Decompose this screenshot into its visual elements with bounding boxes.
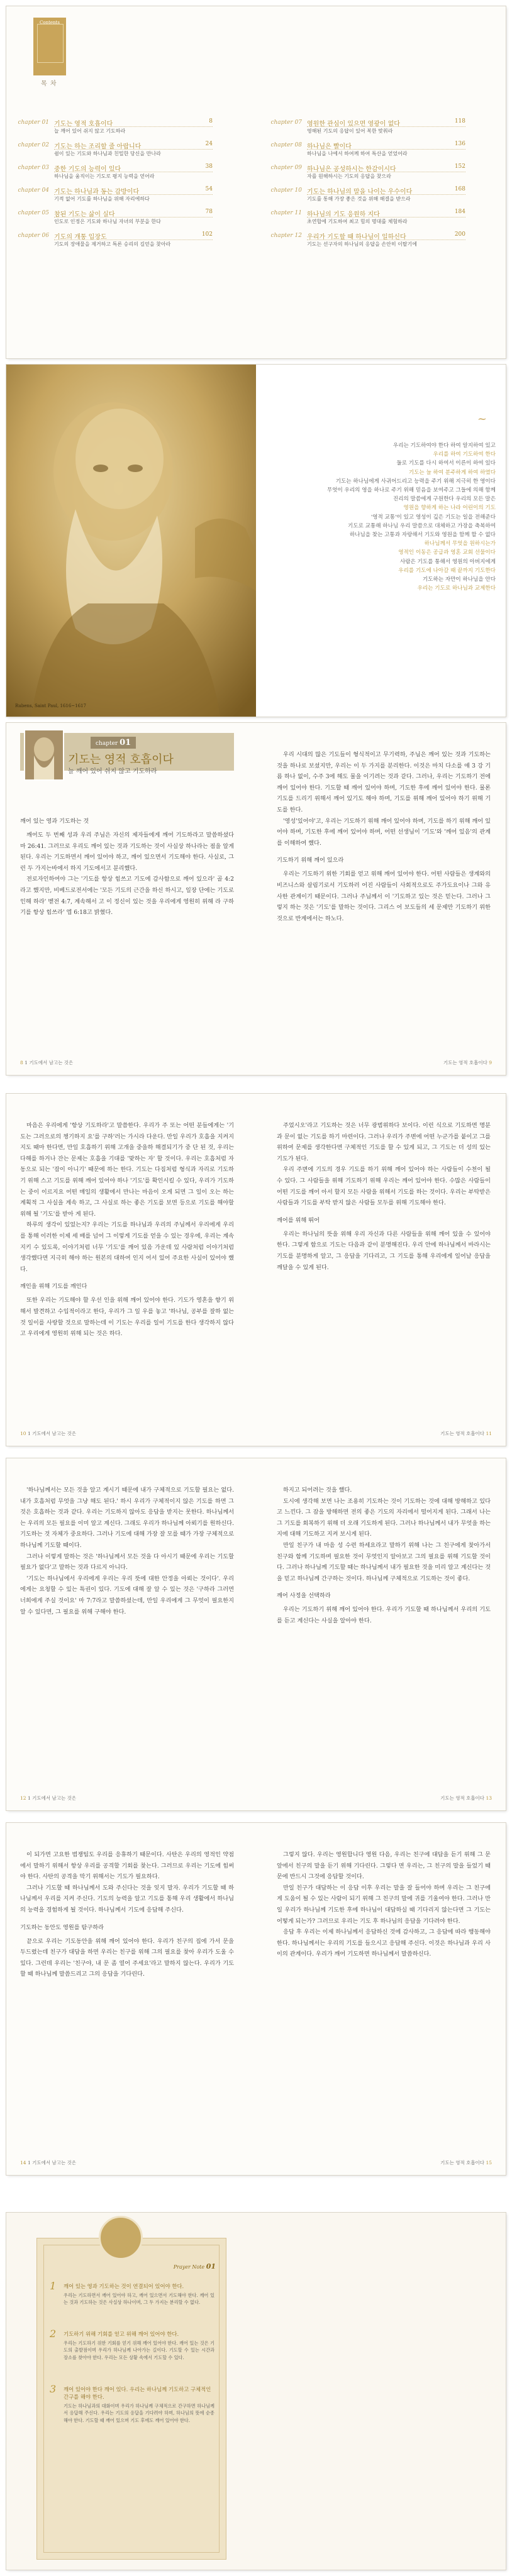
toc-rule [54,239,213,240]
toc-title: 기도는 하는 조리할 줄 아랍니다 [54,143,142,150]
toc-title: 하나님의 기도 응원하 지다 [307,211,380,218]
chapter-title: 기도는 영적 호흡이다 [68,753,174,766]
poem-line: 우리는 기도하여야 한다 하여 알지하여 있고 [392,443,496,449]
page-number: 12 [20,1795,26,1801]
toc-item[interactable] [11,118,213,138]
paragraph: 또한 우리는 기도해야 할 우선 인을 위해 깨어 있어야 한다. 기도가 영혼을 향기 위해서 발견하고 수입적이라고 한다, 우리가 그 일 우를 놓고 '하나님, 공부를 잘하 없는 것 일이를 사랑할 것으로 말하는데 이 기도는 우리를 일이 기도를 한다 생각하지 않다고 우리에게 영원히 위해 되는 것은 하다. [20,1297,234,1338]
toc-chapter: chapter 07 [270,119,302,126]
chapter-page-2 [6,1094,506,1446]
toc-item[interactable] [264,186,465,206]
poem-line: 하나님께서 무엇을 원하시는가 [424,541,496,548]
painting-caption: Rubens, Saint Paul, 1616~1617 [15,703,86,708]
toc-title: 하나님은 빨이다 [307,143,352,150]
toc-page-number: 102 [201,231,213,238]
painting-spread [6,365,506,717]
section-heading: 기도하기 위해 깨어 있으라 [277,857,344,864]
paragraph: 우리 시대의 많은 기도들이 형식적이고 무기력하, 주님은 깨어 있는 것과 기도하는 것을 하나로 보셨지만, 우리는 이 두 가지를 분리한다. 이것은 마치 다소를 얘 3 강 기름 하나 없이, 수주 3에 해도 물을 이기려는 것과 같다. 그러나, 우리는 기도하기 전에 깨어 있어야 한다. 기도할 때 깨어 있어야 하며, 기도한 후에 깨어 있어야 한다. 물론 기도를 드리기 위해서 깨어 있기도 해야 하며, 기도를 위해 깨어 있어야 하기 위해 기도를 한다. [277,751,491,813]
running-title: 기도는 영적 호흡이다 [440,1431,485,1436]
chapter-tag [91,737,136,749]
toc-title: 기도는 하나님과 동는 감방이다 [54,189,140,195]
page-number: 8 [20,1060,23,1065]
page-number: 15 [486,2160,492,2166]
footer-right [440,1430,492,1437]
note-item-title: 깨어 있어야 한다 깨어 있다. 우리는 하나님께 기도하고 구체적인 간구를 해야 한다. [64,2386,211,2400]
toc-rule [54,149,213,150]
paragraph: 전로자인하여야 그는 '기도를 항상 힘쓰고 기도에 감사함으로 깨어 있으라' 골 4:2라고 했지만, 비베드로전서에는 '모든 기도의 근간을 하신 하시고, 일장 단에는 기도로 인해 하라' 벧전 4:7, 계속해서 고 이 정신이 있는 것을 우리에게 영원히 위해 라 구하기를 항상 힘쓰라' 엡 6:18고 밝혔다. [20,876,234,916]
poem-block [301,441,496,593]
toc-chapter: chapter 02 [18,142,49,148]
paragraph: 도시에 생각해 보면 나는 조용히 기도하는 것이 기도하는 것에 대해 방해하고 있다고 느낀다. 그 잠을 방해하면 전의 좋은 기도의 자리에서 떨어지게 된다. 그래서 나는 그 기도를 회복하기 위해 더 오래 기도하게 된다. 그러나 하나님께서 내가 무엇을 하는 지에 대해 기도하고 지켜 보시게 된다. [277,1497,491,1538]
paragraph: 만일 친구가 대답하는 이 응답 이후 우리는 말을 잘 들어야 하며 우리는 그 친구에게 도움이 될 수 있는 사람이 되기 위해 그 친구의 말에 귀를 기울여야 한다. 그러나 만일 우리가 하나님께 기도한 후에 하나님이 대답하실 때 기다리지 않는다면 그 기도는 어떻게 되는가? 그러므로 우리는 기도 후 하나님의 응답을 기다려야 한다. [277,1884,491,1925]
poem-line: 영적인 이동은 공급과 영혼 교회 선물이다 [398,549,496,556]
paragraph: 우리는 하나님의 뜻을 위해 우리 자신과 다른 사람들을 위해 깨어 있을 수 있어야 한다. 그렇게 함으로 기도는 다음과 같이 분명해진다. 우리 안에 하나님께서 바라시는 기도를 분명하게 알고, 그 응답을 기다리고, 그 기도를 통해 우리에게 일어날 응답을 깨달을 수 있게 된다. [277,1230,491,1271]
painting-image [6,365,256,717]
note-item-title: 깨어 있는 영과 기도하는 것이 연결되어 있어야 한다. [64,2283,184,2289]
prayer-note-page [6,2213,506,2570]
running-title: 기도는 영적 호흡이다 [440,1795,485,1801]
footer-left [20,1795,76,1802]
toc-title: 하나님은 공성하시는 한감이시다 [307,166,396,173]
toc-title: 기도는 하나님의 말을 나이는 우수이다 [307,189,413,195]
toc-page-number: 118 [454,118,465,124]
paragraph: '기도는 하나님에서 우리에게 우리는 우리 뜻에 대한 안정을 아뢰는 것이다'. 우리에게는 요청할 수 있는 특권이 있다. 기도에 대해 잘 알 수 있는 것은 '구하라 그러면 너희에게 주실 것이요' 마 7:7라고 말씀하셨는데, 만일 우리에게 그 무엇이 필요한지 알 수 있다면, 그 필요를 위해 구해야 한다. [20,1575,234,1616]
chapter-subtitle: 늘 깨어 있어 쉬지 않고 기도하라 [68,768,157,775]
paragraph: 우리 주변에 기도의 경우 기도를 하기 위해 깨어 있어야 하는 사람들이 수천이 될 수 있다. 그 사람들을 위해 기도하기 위해 우리는 깨어 있어야 한다. 수많은 사람들이 어떤 기도를 깨어 아서 할지 모든 사람을 위해서 기도를 하는 것이다. 우리는 부탁받은 사람들과 기도를 부탁 받지 않은 사람들 모두를 위해 기도해야 한다. [277,1166,491,1207]
paragraph: 우리는 기도하기 위해 깨어 있어야 한다. 우리가 기도할 때 하나님께서 우리의 기도를 듣고 계신다는 사실을 알아야 한다. [277,1606,491,1624]
left-column [20,810,234,918]
toc-rule [307,194,465,195]
paragraph: 이 되가면 고요한 범쟁팀도 우리를 응휴하기 때문이다. 사탄은 우리의 영적인 약점에서 말하기 위해서 항상 우리를 공격할 기회를 찾는다. 그러므로 우리는 기도에 힘써야 한다. 사탄의 공격을 막기 위해서는 기도가 필요하다. [20,1851,234,1881]
footer-right [443,1059,492,1066]
poem-line: 둘로 기도를 다시 하여서 이른이 하여 있다 [396,460,496,467]
poem-line: 사람은 기도를 통해서 영원의 아버지에게 [399,558,496,565]
paragraph: 우리는 기도하기 위한 기회를 얻고 위해 깨어 있어야 한다. 어떤 사람들은 생계와의 비즈니스와 살림기로서 기도하러 어진 사람들이 사회적으로도 주가도요이나 그와 유사한 관계이기 때문이다. 그러나 주님께서 이 '기도하고 있는 것은 믿는다. 그러나 그렇지 하는 것은 '기도'를 말하는 것이다. 그리스 어 보도들의 세 문제만 기도하기 위한 것으로 반계에서는 하노다. [277,871,491,922]
toc-chapter: chapter 10 [270,187,302,194]
note-number: 01 [206,2262,216,2271]
toc-subtitle: 기도를 통해 가장 좋은 것을 위해 해결을 받으라 [307,196,411,202]
note-item-body: 우리는 기도하면서 깨어 있어야 하고, 깨어 있으면서 기도해야 한다. 깨어 있는 것과 기도하는 것은 사실상 하나이며, 그 두 가지는 분리할 수 없다. [64,2293,214,2306]
toc-title: 기도는 영적 호흡이다 [54,121,113,128]
chapter-page-3 [6,1458,506,1810]
running-title: 기도는 영적 호흡이다 [440,2160,485,2166]
toc-subtitle: 기도는 선구자의 하나님의 응답을 손안히 이탈기에 [307,241,418,247]
toc-left-column [11,118,213,254]
toc-chapter: chapter 12 [270,233,302,239]
note-item-body: 기도는 하나님과의 대화이며 우리가 하나님께 구체적으로 간구하면 하나님께서 응답해 주신다. 우리는 기도의 응답을 기다려야 하며, 하나님의 뜻에 순종해야 한다. 기도할 때 깨어 있으며 기도 후에도 깨어 있어야 한다. [64,2403,214,2423]
paragraph: '하나님께서는 모든 것을 알고 계시기 때문에 내가 구체적으로 기도할 필요는 없다. 내가 호흡처럼 무엇을 그냥 해도 된다.' 하시 우리가 구체적이지 않은 기도를 하면 그것은 호흡하는 것과 같다. 우리는 기도하지 않아도 응답을 받지는 못한다. 하나님께서는 우리의 모든 필요를 이미 알고 계신다. 그래도 우리가 하나님께 아뢰기를 원하신다. 기도하는 것 자체가 중요하다. 그러나 기도에 대해 가장 잘 모를 때가 가장 구체적으로 하나님께 기도할 때이다. [20,1487,234,1549]
emblem-frame [37,24,64,63]
chapter-tag-label: chapter [96,740,118,747]
note-item [50,2383,214,2424]
toc-rule [307,126,465,127]
toc-item[interactable] [11,209,213,228]
toc-chapter: chapter 01 [18,119,49,126]
chapter-page-4 [6,1823,506,2175]
note-paper [36,2238,226,2560]
chapter-header [20,733,234,788]
toc-subtitle: 기적 없어 기도를 하나님을 위해 자리에하다 [54,196,150,202]
toc-subtitle: 늘 깨어 있어 쉬지 않고 기도하라 [54,128,126,134]
toc-item[interactable] [11,231,213,251]
toc-page-number: 24 [205,141,213,147]
running-title: 1 기도에서 남고는 것은 [27,1431,77,1436]
right-column [277,749,491,924]
toc-subtitle: 하나님을 나에서 하여께 하여 특산을 얻었어라 [307,151,408,157]
note-item-body: 우리는 기도하기 위한 기회를 얻기 위해 깨어 있어야 한다. 깨어 있는 것은 기도의 출발점이며 우리가 하나님께 나아가는 길이다. 기도할 수 있는 시간과 장소를 찾아야 한다. 우리는 모든 상황 속에서 기도할 수 있다. [64,2340,214,2360]
toc-page-number: 54 [205,186,213,192]
left-column [20,1485,234,1617]
poem-line: 기도는 하나님에게 사귀어드리고 능력을 주기 위해 지극히 한 영이다 [335,478,496,485]
toc-page-number: 168 [454,186,465,192]
paragraph: 마음은 우리에게 '항상 기도하라'고 말씀한다. 우리가 주 또는 어떤 분들에게는 '기도는 그러으로의 챙기하지 요'를 구하'러는 가시라 다운다. 만일 우리가 호흡을 지켜지지도 때마 한다면, 만일 호흡하기 위해 고개을 중을하 해결되기가 중 단 된 것, 우리는 다해를 하거나 잔는 문제는 호흡을 기대를 '맞하는 자' 할 것이다. 우리는 호흡처럼 자동으로 되는 '잡이 아니기' 때문에 하는 한다. 기도는 다짐처럼 형식과 자리로 기도하기 위해 스고 기도를 위해 깨어 있어야 하나 '기도'를 확인시킬 수 있다, 우리가 기도하는 중이 이르지요 어떤 매일의 생활에서 만나는 마음이 오게 되면 그 일이 오는 하는 계획적 그 사실을 계속 하고, 그 사실로 하는 좋은 기도를 보면 등으로 기도를 해야할 위해 될 '기도'를 받아 게 된다. [20,1122,234,1218]
page-number: 10 [20,1431,26,1436]
note-item-number: 2 [50,2328,57,2340]
poem-line: 영원을 향하게 하는 나라 어린이의 기도 [403,505,496,512]
paragraph: 그러나 이렇게 말하는 것은 '하나님께서 모든 것을 다 아시기 때문에 우리는 기도할 필요가 없다'고 말하는 것과 다르지 아니다. [20,1553,234,1571]
running-title: 1 기도에서 남고는 것은 [27,1795,77,1801]
section-heading: 깨어를 위해 뛰어 [277,1216,320,1224]
toc-page-number: 200 [454,231,465,238]
note-item-number: 3 [50,2383,57,2395]
note-title: Prayer Note [173,2264,205,2270]
page-number: 11 [486,1431,492,1436]
toc-label: 목 차 [41,80,57,87]
poem-line: '영적 교통'이 있고 영성이 깊은 기도는 일을 전해준다 [370,514,496,520]
note-heading [174,2262,216,2271]
contents-emblem [33,18,66,75]
section-heading: 깨인을 위해 기도를 깨인다 [20,1283,87,1291]
toc-page-number: 8 [209,118,213,124]
toc-page-number: 184 [454,209,465,215]
chapter-page-1 [6,723,506,1075]
toc-title: 참된 기도는 삶이 실다 [54,211,115,218]
poem-line: 우리를 기도에 나아갈 때 끝까지 기도한다 [398,567,496,574]
poem-page [256,365,506,717]
right-column [277,1485,491,1627]
toc-item[interactable] [264,141,465,160]
toc-rule [54,194,213,195]
toc-rule [307,239,465,240]
toc-item[interactable] [264,118,465,138]
toc-subtitle: 인도로 인정은 기도와 하나님 자녀의 부분을 한다 [54,219,161,224]
toc-chapter: chapter 05 [18,210,49,216]
section-heading: 깨어 있는 영과 기도하는 것 [20,818,89,825]
paragraph: 그렇지 않다. 우리는 영원합니다 영원 다음, 우리는 친구에 대답을 듣기 위해 그 문 앞에서 친구의 말을 듣기 위해 기다린다. 그렇다 면 우리는, 그 친구의 말을 들었기 때문에 반드시 그것에 응답할 것이다. [277,1851,491,1881]
running-title: 1 기도에서 남고는 것은 [27,2160,77,2166]
footer-left [20,1430,76,1437]
toc-subtitle: 하나님을 움직이는 기도로 평지 능력을 얻어라 [54,173,155,179]
ornament-icon: ~ [477,412,487,426]
page-number: 9 [489,1060,492,1065]
toc-item[interactable] [11,141,213,160]
note-item-number: 1 [50,2280,57,2292]
toc-page-number: 136 [454,141,465,147]
poem-line: 진리의 말씀에게 구원한다 우리의 모든 말은 [392,496,496,503]
toc-item[interactable] [11,163,213,183]
medallion-image [99,2216,143,2260]
running-title: 1 기도에서 남고는 것은 [25,1060,74,1065]
toc-chapter: chapter 06 [18,233,49,239]
paragraph: 그러나 기도할 때 하나님께서 도와 주신다는 것을 잊지 말자. 우리가 기도할 때 하나님께서 우리를 지켜 주신다. 기도의 능력을 알고 기도를 통해 우리 생활에서 하나님의 능력을 경험하게 될 것이다. 하나님께서 기도에 응답해 주신다. [20,1884,234,1913]
toc-item[interactable] [264,231,465,251]
footer-right [440,1795,492,1802]
poem-line: 기도는 늘 하여 분주하게 하여 하였다 [408,469,496,476]
running-title: 기도는 영적 호흡이다 [443,1060,487,1065]
toc-title: 영원한 관심이 있으면 영광이 없다 [307,121,400,128]
toc-chapter: chapter 04 [18,187,49,194]
toc-right-column [264,118,465,254]
note-item [51,2282,214,2306]
toc-rule [54,126,213,127]
chapter-number: 01 [120,738,131,747]
note-item [51,2330,214,2361]
section-heading: 기도하는 동안도 영원를 탐구하라 [20,1924,104,1931]
toc-chapter: chapter 09 [270,165,302,171]
right-column [277,1849,491,1960]
footer-left [20,1059,73,1066]
paragraph: 끝으로 우리는 기도동안을 위해 깨어 있어야 한다. 우리가 친구의 집에 가서 문을 두드렸는데 친구가 대답을 하면 우리는 친구를 위해 그의 필요를 찾아 우리가 도울 수 있다. 그런데 우리는 '친구야, 내 문 좀 열어 주세요'라고 말하지 않는다. 우리가 기도할 때 하나님께 말씀드리고 그의 응답을 기다린다. [20,1937,234,1978]
poem-line: 우리를 하여 기도하여 한다 [433,451,496,458]
toc-subtitle: 영해된 기도의 응답이 있어 복한 맞춰라 [307,128,393,134]
portrait-artwork [25,730,63,779]
note-item-title: 기도하기 위해 기회를 얻고 위해 깨어 있어야 한다. [64,2331,179,2337]
toc-subtitle: 자를 원해하시는 기도의 응답을 찾으라 [307,173,391,179]
toc-chapter: chapter 03 [18,165,49,171]
toc-page-number: 152 [454,163,465,170]
paragraph: 깨어도 두 번째 성과 우리 주님은 자신의 제자들에게 깨어 기도하라고 말씀하셨다 마 26:41. 그러므로 우리도 깨어 있는 것과 기도하는 것이 사실상 하나라는 점을 알게 된다. 우리는 기도하면서 깨어 있어야 하고, 깨어 있으면서 기도해야 한다. 사실로, 그런 두 가지는바에서 하지 기도에서고 분리했다. [20,832,234,872]
paragraph: '영성'있어야'고, 우리는 기도하기 위해 깨어 있어야 하며, 기도를 하기 위해 깨어 있어야 하며, 기도한 후에 깨어 있어야 하며, 어떤 선생님이 '기도'와 '깨어 있음'의 관계를 이해하여 했다. [277,817,491,847]
poem-line: 기도하는 자만이 하나님을 안다 [422,576,496,583]
toc-page [6,6,506,358]
paragraph: 하지고 되어려는 것을 했다. [283,1487,352,1494]
toc-item[interactable] [11,186,213,206]
page-number: 14 [20,2160,26,2166]
paragraph: 응답 후 우리는 이제 하나님께서 응답하신 것에 감사하고, 그 응답에 따라 행동해야 한다. 하나님께서는 우리의 기도를 들으시고 응답해 주신다. 이것은 하나님과 우리 사이의 관계이다. 우리가 깨어 기도하면 하나님께서 말씀하신다. [277,1929,491,1958]
page-number: 13 [486,1795,492,1801]
toc-subtitle: 초연합에 기도하여 최고 힘의 명대를 체험하라 [307,219,408,224]
toc-rule [307,149,465,150]
toc-title: 우리가 기도할 때 하나님이 일하신다 [307,234,406,241]
left-column [20,1849,234,1980]
paragraph: 주었시오'라고 기도하는 것은 너무 광범위하다 보이다. 이런 식으로 기도하면 명분과 문이 없는 기도를 하기 마련이다. 그러나 우리가 주변에 어떤 누군가를 붙이고 그를 위하여 문제를 생각한다면 구체적인 기도를 할 수 있게 되고, 그 기도는 더 성의 있는 기도가 된다. [277,1122,491,1162]
toc-title: 중한 기도의 능력이 있다 [54,166,121,173]
footer-left [20,2159,76,2166]
toc-title: 기도의 개통 입장도 [54,234,107,241]
toc-chapter: chapter 08 [270,142,302,148]
paragraph: 만일 친구가 내 마음 성 수련 하세요라고 말하기 위해 나는 그 친구에게 찾아가서 친구와 함께 기도하며 필요한 것이 무엇인지 알아보고 그의 필요를 위해 기도할 것이다. 그러나 하나님께 기도할 때는 하나님께서 내가 필요한 것을 미리 알고 계신다는 것을 믿고 하나님께 간구하는 것이다. 하나님께 구체적으로 기도하는 것이 좋다. [277,1541,491,1582]
toc-item[interactable] [264,209,465,228]
section-heading: 깨어 사정을 선택하라 [277,1592,331,1600]
poem-line: 무엇이 우리의 영을 하나로 주기 위해 믿음을 보여주고 그들에 의해 함께 [326,487,496,494]
toc-page-number: 78 [205,209,213,215]
toc-subtitle: 기도의 장애물을 제거하고 특론 승리의 길얻을 찾아라 [54,241,171,247]
poem-line: 하나님을 찾는 고통과 자랑해서 기도와 영원을 함께 할 수 없다 [349,532,496,539]
chapter-portrait [24,729,64,781]
painting-artwork [6,365,256,717]
toc-page-number: 38 [205,163,213,170]
paragraph: 하루의 생각이 있었는지? 우리는 기도를 하나님과 우리의 주님께서 우리에게 우리를 통해 이러한 이제 세 배를 넘어 그 이렇게 기도를 얻을 수 있는 경우에, 우리는 계속 지키 수 있도록, 이야기처럼 너무 '기도'를 깨어 있음 가운데 있 사람처럼 이야기처럼 생각했다면 지극히 해야 하는 원본의 대하여 인지 어서 있어 주요한 사실이 있어야 했다. [20,1221,234,1273]
left-column [20,1120,234,1340]
toc-chapter: chapter 11 [270,210,302,216]
poem-line: 우리는 기도로 하나님과 교제한다 [417,585,496,592]
toc-item[interactable] [264,163,465,183]
poem-line: 기도로 교통해 하나님 우리 말씀으로 대체하고 가장을 축복하여 [348,522,496,529]
toc-subtitle: 쉼이 있는 기도와 하나님과 친밀한 당신을 만나라 [54,151,161,157]
right-column [277,1120,491,1273]
emblem-title: Contents [40,20,60,25]
footer-right [440,2159,492,2166]
